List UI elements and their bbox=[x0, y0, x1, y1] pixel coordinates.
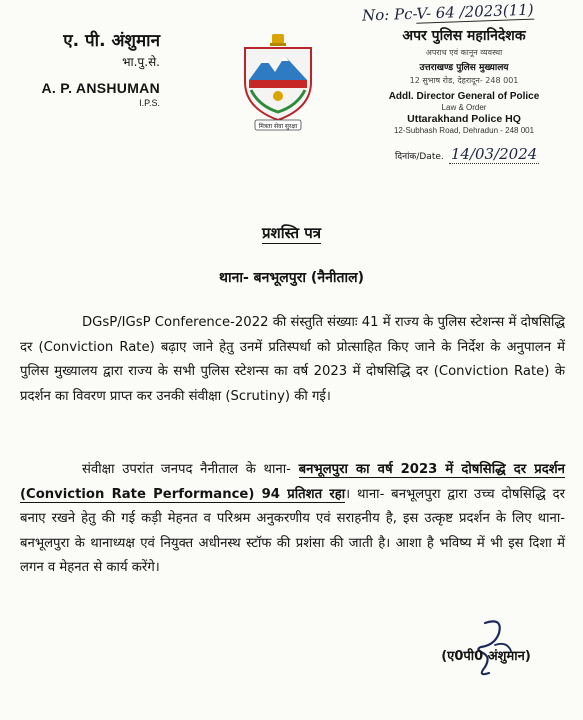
office-block-right bbox=[364, 26, 564, 135]
reference-number-value: V- 64 /2023(11) bbox=[416, 0, 534, 23]
station-heading: थाना- बनभूलपुरा (नैनीताल) bbox=[219, 270, 364, 286]
sender-block-left bbox=[20, 28, 160, 108]
sender-service-hindi: भा.पु.से. bbox=[122, 55, 160, 69]
office-title-english: Addl. Director General of Police bbox=[388, 91, 540, 102]
office-wing-english: Law & Order bbox=[441, 103, 487, 112]
document-title-text: प्रशस्ति पत्र bbox=[261, 224, 322, 242]
reference-number-prefix: No: Pc- bbox=[361, 4, 417, 25]
paragraph-2-start: संवीक्षा उपरांत जनपद नैनीताल के थाना- bbox=[82, 462, 291, 477]
office-address-hindi: 12 सुभाष रोड, देहरादून- 248 001 bbox=[409, 76, 519, 85]
uttarakhand-police-emblem-icon bbox=[239, 32, 317, 132]
office-hq-english: Uttarakhand Police HQ bbox=[407, 113, 521, 125]
emblem-motto: मित्रता सेवा सुरक्षा bbox=[258, 123, 298, 130]
date-row bbox=[395, 144, 565, 163]
office-title-hindi: अपर पुलिस महानिदेशक bbox=[402, 28, 526, 44]
office-address-english: 12-Subhash Road, Dehradun - 248 001 bbox=[393, 126, 535, 135]
sender-service-english: I.P.S. bbox=[139, 98, 160, 108]
paragraph-2-highlight: बनभूलपुरा का वर्ष 2023 में दोषसिद्धि दर प्रदर्शन (Conviction Rate Performance) 94 प्रतिशत रहा bbox=[20, 462, 565, 502]
document-title bbox=[0, 223, 583, 243]
sender-name-english: A. P. ANSHUMAN bbox=[41, 80, 160, 96]
paragraph-2 bbox=[20, 458, 565, 581]
paragraph-1 bbox=[20, 311, 565, 409]
office-wing-hindi: अपराध एवं कानून व्यवस्था bbox=[425, 48, 503, 57]
date-label: दिनांक/Date. bbox=[395, 152, 444, 162]
sender-name-hindi: ए. पी. अंशुमान bbox=[63, 31, 160, 51]
signatory-name: (ए0पी0 अंशुमान) bbox=[441, 649, 531, 664]
reference-number bbox=[362, 0, 569, 25]
paragraph-2-rest: । थाना- बनभूलपुरा द्वारा उच्च दोषसिद्धि दर बनाए रखने हेतु की गई कड़ी मेहनत व परिश्रम अनुकरणीय एवं सराहनीय है, इस उत्कृष्ट प्रदर्शन के लिए थाना- बनभूलपुरा के थानाध्यक्ष एवं नियुक्त अधीनस्थ स्टॉफ की प्रशंसा की जाती है। आशा है भविष्य में भी इस दिशा में लगन व मेहनत से कार्य करेंगे। bbox=[20, 486, 565, 575]
office-hq-hindi: उत्तराखण्ड पुलिस मुख्यालय bbox=[419, 63, 509, 73]
date-value: 14/03/2024 bbox=[450, 145, 538, 163]
paragraph-1-text: DGsP/IGsP Conference-2022 की संस्तुति संख्याः 41 में राज्य के पुलिस स्टेशन्स में दोषसिद्धि दर (Conviction Rate) बढ़ाए जाने हेतु उनमें प्रतिस्पर्धा को प्रोत्साहित किए जाने के निर्देश के अनुपालन में पुलिस मुख्यालय द्वारा राज्य के सभी पुलिस स्टेशन्स का वर्ष 2023 में दोषसिद्धि दर (Conviction Rate) के प्रदर्शन का विवरण प्राप्त कर उनकी संवीक्षा (Scrutiny) की गई। bbox=[20, 315, 565, 404]
